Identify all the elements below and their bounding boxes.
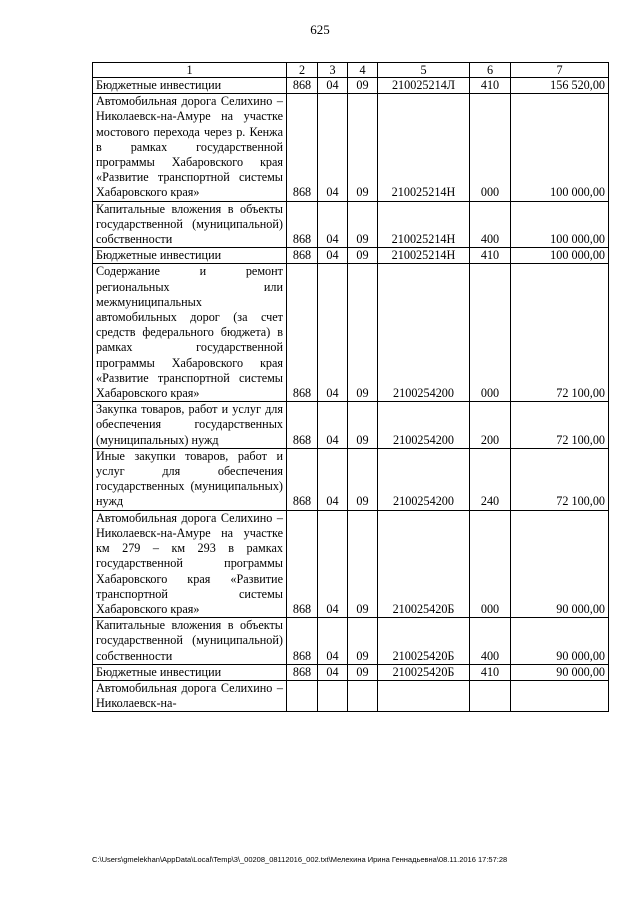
ministry-code-cell: 868 — [287, 264, 318, 402]
section-code-cell: 04 — [318, 264, 348, 402]
section-code-cell: 04 — [318, 664, 348, 680]
target-article-cell: 210025420Б — [378, 618, 470, 665]
section-code-cell: 04 — [318, 201, 348, 248]
amount-cell: 156 520,00 — [511, 78, 609, 94]
subsection-code-cell: 09 — [348, 664, 378, 680]
target-article-cell — [378, 680, 470, 711]
subsection-code-cell: 09 — [348, 402, 378, 449]
row-name-cell: Содержание и ремонт региональных или межмуниципальных автомобильных дорог (за счет средств федерального бюджета) в рамках государственной программы Хабаровского края «Развитие транспортной системы Хабаровского края» — [93, 264, 287, 402]
amount-cell: 90 000,00 — [511, 664, 609, 680]
ministry-code-cell: 868 — [287, 510, 318, 617]
target-article-cell: 2100254200 — [378, 264, 470, 402]
amount-cell: 72 100,00 — [511, 448, 609, 510]
subsection-code-cell: 09 — [348, 264, 378, 402]
section-code-cell: 04 — [318, 94, 348, 201]
ministry-code-cell: 868 — [287, 402, 318, 449]
expense-type-cell: 000 — [470, 264, 511, 402]
table-row — [93, 448, 609, 510]
table-row — [93, 402, 609, 449]
subsection-code-cell — [348, 680, 378, 711]
page-number: 625 — [310, 22, 330, 37]
table-body — [93, 78, 609, 712]
row-name-cell: Автомобильная дорога Селихино – Николаевск-на-Амуре на участке мостового перехода через р. Кенжа в рамках государственной программы Хабаровского края «Развитие транспортной системы Хабаровского края» — [93, 94, 287, 201]
ministry-code-cell: 868 — [287, 248, 318, 264]
subsection-code-cell: 09 — [348, 78, 378, 94]
expense-type-cell: 000 — [470, 94, 511, 201]
amount-cell: 100 000,00 — [511, 201, 609, 248]
ministry-code-cell: 868 — [287, 201, 318, 248]
amount-cell: 72 100,00 — [511, 264, 609, 402]
subsection-code-cell: 09 — [348, 248, 378, 264]
expense-type-cell: 200 — [470, 402, 511, 449]
expense-type-cell: 410 — [470, 78, 511, 94]
column-header: 1 — [93, 63, 287, 78]
target-article-cell: 2100254200 — [378, 402, 470, 449]
table-row — [93, 78, 609, 94]
table-header — [93, 63, 609, 78]
section-code-cell: 04 — [318, 248, 348, 264]
target-article-cell: 210025420Б — [378, 510, 470, 617]
expense-type-cell: 410 — [470, 664, 511, 680]
table-row — [93, 94, 609, 201]
target-article-cell: 210025420Б — [378, 664, 470, 680]
ministry-code-cell: 868 — [287, 448, 318, 510]
amount-cell: 100 000,00 — [511, 94, 609, 201]
section-code-cell: 04 — [318, 510, 348, 617]
column-header: 6 — [470, 63, 511, 78]
target-article-cell: 210025214Н — [378, 94, 470, 201]
table-header-row — [93, 63, 609, 78]
column-header: 2 — [287, 63, 318, 78]
table-row — [93, 510, 609, 617]
column-header: 3 — [318, 63, 348, 78]
table-row — [93, 664, 609, 680]
section-code-cell — [318, 680, 348, 711]
expense-type-cell — [470, 680, 511, 711]
table-row — [93, 264, 609, 402]
column-header: 5 — [378, 63, 470, 78]
section-code-cell: 04 — [318, 448, 348, 510]
column-header: 7 — [511, 63, 609, 78]
row-name-cell: Бюджетные инвестиции — [93, 664, 287, 680]
target-article-cell: 210025214Н — [378, 201, 470, 248]
budget-table — [92, 62, 609, 712]
amount-cell: 90 000,00 — [511, 618, 609, 665]
subsection-code-cell: 09 — [348, 201, 378, 248]
subsection-code-cell: 09 — [348, 510, 378, 617]
table-row — [93, 248, 609, 264]
footer-file-path: C:\Users\gmelekhan\AppData\Local\Temp\3\_00208_08112016_002.txt\Мелехина Ирина Геннадьевна\08.11.2016 17:57:28 — [92, 855, 508, 864]
row-name-cell: Автомобильная дорога Селихино – Николаевск-на-Амуре на участке км 279 – км 293 в рамках государственной программы Хабаровского края «Развитие транспортной системы Хабаровского края» — [93, 510, 287, 617]
table-row — [93, 618, 609, 665]
subsection-code-cell: 09 — [348, 618, 378, 665]
ministry-code-cell: 868 — [287, 94, 318, 201]
amount-cell — [511, 680, 609, 711]
target-article-cell: 210025214Л — [378, 78, 470, 94]
amount-cell: 72 100,00 — [511, 402, 609, 449]
section-code-cell: 04 — [318, 402, 348, 449]
ministry-code-cell — [287, 680, 318, 711]
table-row — [93, 201, 609, 248]
expense-type-cell: 400 — [470, 618, 511, 665]
row-name-cell: Бюджетные инвестиции — [93, 248, 287, 264]
row-name-cell: Автомобильная дорога Селихино – Николаевск-на- — [93, 680, 287, 711]
row-name-cell: Закупка товаров, работ и услуг для обеспечения государственных (муниципальных) нужд — [93, 402, 287, 449]
subsection-code-cell: 09 — [348, 448, 378, 510]
expense-type-cell: 400 — [470, 201, 511, 248]
ministry-code-cell: 868 — [287, 664, 318, 680]
row-name-cell: Капитальные вложения в объекты государственной (муниципальной) собственности — [93, 201, 287, 248]
expense-type-cell: 240 — [470, 448, 511, 510]
ministry-code-cell: 868 — [287, 78, 318, 94]
amount-cell: 100 000,00 — [511, 248, 609, 264]
table-row — [93, 680, 609, 711]
expense-type-cell: 410 — [470, 248, 511, 264]
section-code-cell: 04 — [318, 78, 348, 94]
subsection-code-cell: 09 — [348, 94, 378, 201]
ministry-code-cell: 868 — [287, 618, 318, 665]
target-article-cell: 210025214Н — [378, 248, 470, 264]
row-name-cell: Иные закупки товаров, работ и услуг для обеспечения государственных (муниципальных) нужд — [93, 448, 287, 510]
amount-cell: 90 000,00 — [511, 510, 609, 617]
row-name-cell: Бюджетные инвестиции — [93, 78, 287, 94]
column-header: 4 — [348, 63, 378, 78]
target-article-cell: 2100254200 — [378, 448, 470, 510]
section-code-cell: 04 — [318, 618, 348, 665]
expense-type-cell: 000 — [470, 510, 511, 617]
row-name-cell: Капитальные вложения в объекты государственной (муниципальной) собственности — [93, 618, 287, 665]
